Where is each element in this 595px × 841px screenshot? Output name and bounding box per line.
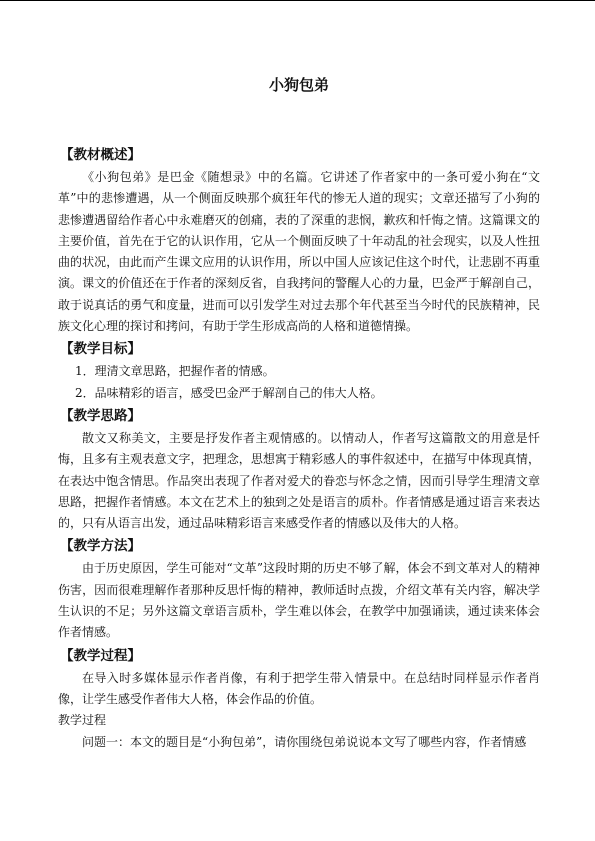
methods-paragraph: 由于历史原因，学生可能对“文革”这段时期的历史不够了解，体会不到文革对人的精神伤害，因而很难理解作者那种反思忏悔的精神，教师适时点拨，介绍文革有关内容，解决学生认识的不足；另外这篇文章语言质朴，学生难以体会，在教学中加强诵读，通过读来体会作者情感。 [58, 561, 540, 640]
document-title: 小狗包弟 [268, 76, 329, 94]
goal-item-2: 2．品味精彩的语言，感受巴金严于解剖自己的伟大人格。 [75, 385, 383, 400]
section-heading-overview: 【教材概述】 [60, 147, 141, 163]
overview-paragraph: 《小狗包弟》是巴金《随想录》中的名篇。它讲述了作者家中的一条可爱小狗在“文革”中的悲惨遭遇，从一个侧面反映那个疯狂年代的惨无人道的现实；文章还描写了小狗的悲惨遭遇留给作者心中永难磨灭的创痛，表的了深重的悲悯，歉疚和忏悔之情。这篇课文的主要价值，首先在于它的认识作用，它从一个侧面反映了十年动乱的社会现实，以及人性扭曲的状况，由此而产生课文应用的认识作用，所以中国人应该记住这个时代，让悲剧不再重演。课文的价值还在于作者的深刻反省，自我拷问的警醒人心的力量，巴金严于解剖自己，敢于说真话的勇气和度量，进而可以引发学生对过去那个年代甚至当今时代的民族精神，民族文化心理的探讨和拷问，有助于学生形成高尚的人格和道德情操。 [58, 170, 540, 334]
goal-item-1: 1．理清文章思路，把握作者的情感。 [75, 364, 275, 379]
section-heading-process: 【教学过程】 [60, 647, 141, 664]
process-paragraph: 在导入时多媒体显示作者肖像，有利于把学生带入情景中。在总结时同样显示作者肖像，让学生感受作者伟大人格，体会作品的价值。 [58, 670, 540, 706]
process-subheading: 教学过程 [58, 713, 107, 728]
question-one: 问题一：本文的题目是“小狗包弟”，请你围绕包弟说说本文写了哪些内容，作者情感 [82, 734, 527, 749]
section-heading-methods: 【教学方法】 [60, 538, 141, 555]
page-top-rule [0, 0, 595, 1]
section-heading-goals: 【教学目标】 [60, 341, 141, 358]
section-heading-approach: 【教学思路】 [60, 407, 141, 424]
approach-paragraph: 散文又称美文，主要是抒发作者主观情感的。以情动人，作者写这篇散文的用意是忏悔，且多有主观表意文字，把理念，思想寓于精彩感人的事件叙述中，在描写中体现真情，在表达中饱含情思。作品突出表现了作者对爱犬的眷恋与怀念之情，因而引导学生理清文章思路，把握作者情感。本文在艺术上的独到之处是语言的质朴。作者情感是通过语言来表达的，只有从语言出发，通过品味精彩语言来感受作者的情感以及伟大的人格。 [58, 430, 540, 531]
document-body [58, 143, 540, 753]
